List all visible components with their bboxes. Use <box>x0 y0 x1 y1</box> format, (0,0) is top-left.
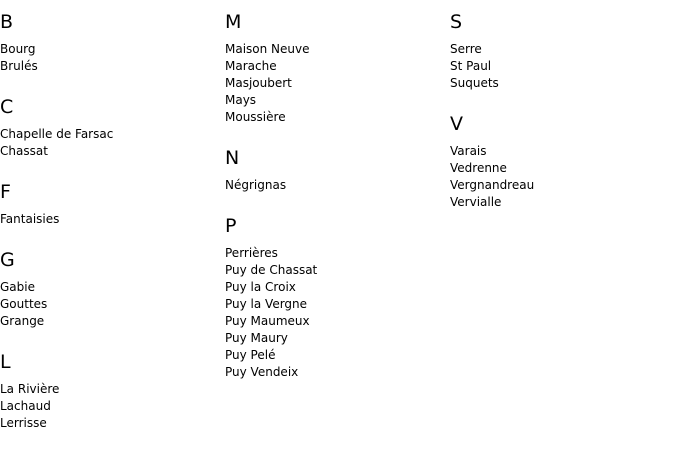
place-link[interactable]: Gouttes <box>0 297 48 311</box>
place-link[interactable]: St Paul <box>450 59 492 73</box>
place-link[interactable]: Lerrisse <box>0 416 47 430</box>
place-link[interactable]: Mays <box>225 93 257 107</box>
place-link[interactable]: Négrignas <box>225 178 287 192</box>
place-list <box>0 126 225 160</box>
letter-group <box>225 215 450 381</box>
place-link[interactable]: Chassat <box>0 144 48 158</box>
place-list <box>0 211 225 228</box>
place-link[interactable]: Puy la Vergne <box>225 297 308 311</box>
letter-heading: N <box>225 147 240 169</box>
place-link[interactable]: Perrières <box>225 246 278 260</box>
letter-heading: S <box>450 11 463 33</box>
place-link[interactable]: Puy Pelé <box>225 348 276 362</box>
place-list <box>225 245 450 381</box>
place-list <box>225 41 450 126</box>
place-list <box>0 41 225 75</box>
place-link[interactable]: Puy Vendeix <box>225 365 299 379</box>
letter-group <box>0 11 225 75</box>
place-link[interactable]: Marache <box>225 59 277 73</box>
place-link[interactable]: Lachaud <box>0 399 51 413</box>
letter-heading: F <box>0 181 11 203</box>
letter-heading: B <box>0 11 14 33</box>
index-column-1 <box>0 0 225 453</box>
letter-heading: V <box>450 113 463 135</box>
place-link[interactable]: Grange <box>0 314 45 328</box>
letter-heading: L <box>0 351 11 373</box>
place-list <box>225 177 450 194</box>
letter-heading: P <box>225 215 237 237</box>
letter-group <box>0 96 225 160</box>
place-link[interactable]: Fantaisies <box>0 212 60 226</box>
place-link[interactable]: Puy de Chassat <box>225 263 318 277</box>
index-column-3 <box>450 0 675 232</box>
letter-heading: C <box>0 96 14 118</box>
letter-heading: M <box>225 11 242 33</box>
letter-group <box>450 11 675 92</box>
place-link[interactable]: Masjoubert <box>225 76 292 90</box>
letter-group <box>450 113 675 211</box>
place-link[interactable]: Vervialle <box>450 195 502 209</box>
place-link[interactable]: Gabie <box>0 280 35 294</box>
place-link[interactable]: Suquets <box>450 76 499 90</box>
letter-group <box>0 249 225 330</box>
place-link[interactable]: Brulés <box>0 59 38 73</box>
place-list <box>0 381 225 432</box>
place-link[interactable]: Varais <box>450 144 487 158</box>
letter-group <box>225 11 450 126</box>
place-link[interactable]: Chapelle de Farsac <box>0 127 114 141</box>
place-list <box>450 143 675 211</box>
place-list <box>0 279 225 330</box>
place-link[interactable]: Maison Neuve <box>225 42 310 56</box>
place-link[interactable]: La Rivière <box>0 382 60 396</box>
letter-group <box>0 181 225 228</box>
place-list <box>450 41 675 92</box>
place-link[interactable]: Puy la Croix <box>225 280 296 294</box>
letter-group <box>0 351 225 432</box>
index-column-2 <box>225 0 450 402</box>
place-link[interactable]: Bourg <box>0 42 36 56</box>
place-link[interactable]: Moussière <box>225 110 286 124</box>
place-link[interactable]: Puy Maury <box>225 331 288 345</box>
place-link[interactable]: Vergnandreau <box>450 178 535 192</box>
letter-heading: G <box>0 249 15 271</box>
place-link[interactable]: Puy Maumeux <box>225 314 310 328</box>
letter-group <box>225 147 450 194</box>
place-link[interactable]: Serre <box>450 42 482 56</box>
place-link[interactable]: Vedrenne <box>450 161 507 175</box>
